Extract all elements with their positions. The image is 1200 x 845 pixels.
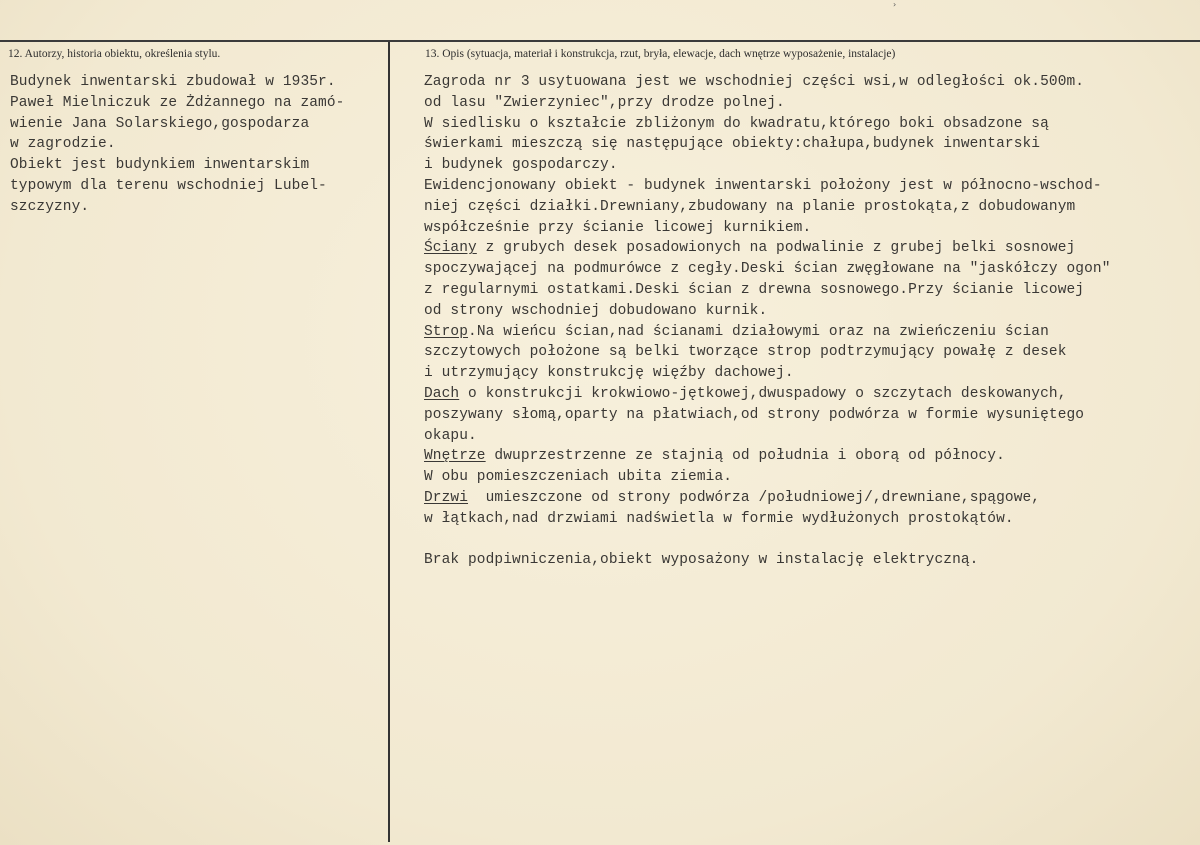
section-12-heading: 12. Autorzy, historia obiektu, określenia stylu.: [8, 48, 221, 60]
line-remainder: .Na wieńcu ścian,nad ścianami działowymi oraz na zwieńczeniu ścian: [468, 323, 1049, 340]
text-line: [424, 238, 1194, 259]
column-divider: [388, 42, 390, 842]
line-remainder: dwuprzestrzenne ze stajnią od południa i oborą od północy.: [485, 448, 1005, 465]
section-13-text: [424, 72, 1194, 571]
text-line: Ewidencjonowany obiekt - budynek inwentarski położony jest w północno-wschod-: [424, 177, 1102, 194]
text-line: Brak podpiwniczenia,obiekt wyposażony w instalację elektryczną.: [424, 552, 979, 569]
text-line: szczyzny.: [10, 198, 90, 215]
text-line: W siedlisku o kształcie zbliżonym do kwadratu,którego boki obsadzone są: [424, 115, 1049, 132]
text-line: spoczywającej na podmurówce z cegły.Deski ścian zwęgłowane na "jaskółczy ogon": [424, 261, 1111, 278]
text-line: W obu pomieszczeniach ubita ziemia.: [424, 469, 733, 486]
text-line: typowym dla terenu wschodniej Lubel-: [10, 177, 327, 194]
text-line: szczytowych położone są belki tworzące strop podtrzymujący powałę z desek: [424, 344, 1067, 361]
text-line: Paweł Mielniczuk ze Żdżannego na zamó-: [10, 94, 345, 111]
text-line: [424, 488, 1194, 509]
corner-tick-mark: ›: [893, 0, 897, 9]
text-line: Budynek inwentarski zbudował w 1935r.: [10, 74, 336, 90]
text-line: od lasu "Zwierzyniec",przy drodze polnej.: [424, 94, 785, 111]
text-line: w zagrodzie.: [10, 136, 116, 153]
text-line: [424, 384, 1194, 405]
section-13-heading: 13. Opis (sytuacja, materiał i konstrukcja, rzut, bryła, elewacje, dach wnętrze wyposażenie, instalacje): [425, 48, 896, 60]
underlined-term: Wnętrze: [424, 448, 486, 465]
blank-line: [424, 530, 1194, 551]
text-line: [424, 446, 1194, 467]
text-line: z regularnymi ostatkami.Deski ścian z drewna sosnowego.Przy ścianie licowej: [424, 281, 1085, 298]
text-line: niej części działki.Drewniany,zbudowany na planie prostokąta,z dobudowanym: [424, 198, 1076, 215]
underlined-term: Strop: [424, 323, 469, 340]
text-line: Zagroda nr 3 usytuowana jest we wschodniej części wsi,w odległości ok.500m.: [424, 74, 1085, 90]
text-line: współcześnie przy ścianie licowej kurnikiem.: [424, 219, 812, 236]
text-line: w łątkach,nad drzwiami nadświetla w formie wydłużonych prostokątów.: [424, 510, 1014, 527]
text-line: poszywany słomą,oparty na płatwiach,od strony podwórza w formie wysuniętego: [424, 406, 1085, 423]
top-rule: [0, 40, 1200, 42]
underlined-term: Dach: [424, 385, 460, 402]
text-line: od strony wschodniej dobudowano kurnik.: [424, 302, 768, 319]
text-line: [424, 322, 1194, 343]
underlined-term: Drzwi: [424, 489, 469, 506]
text-line: i budynek gospodarczy.: [424, 157, 618, 174]
section-12-text: [10, 72, 385, 218]
text-line: i utrzymujący konstrukcję więźby dachowej.: [424, 365, 794, 382]
text-line: wienie Jana Solarskiego,gospodarza: [10, 115, 310, 132]
underlined-term: Ściany: [424, 240, 477, 257]
line-remainder: umieszczone od strony podwórza /południowej/,drewniane,spągowe,: [468, 489, 1041, 506]
line-remainder: o konstrukcji krokwiowo-jętkowej,dwuspadowy o szczytach deskowanych,: [459, 385, 1067, 402]
line-remainder: z grubych desek posadowionych na podwalinie z grubej belki sosnowej: [476, 240, 1076, 257]
text-line: okapu.: [424, 427, 477, 444]
text-line: świerkami mieszczą się następujące obiekty:chałupa,budynek inwentarski: [424, 136, 1041, 153]
text-line: Obiekt jest budynkiem inwentarskim: [10, 157, 310, 174]
